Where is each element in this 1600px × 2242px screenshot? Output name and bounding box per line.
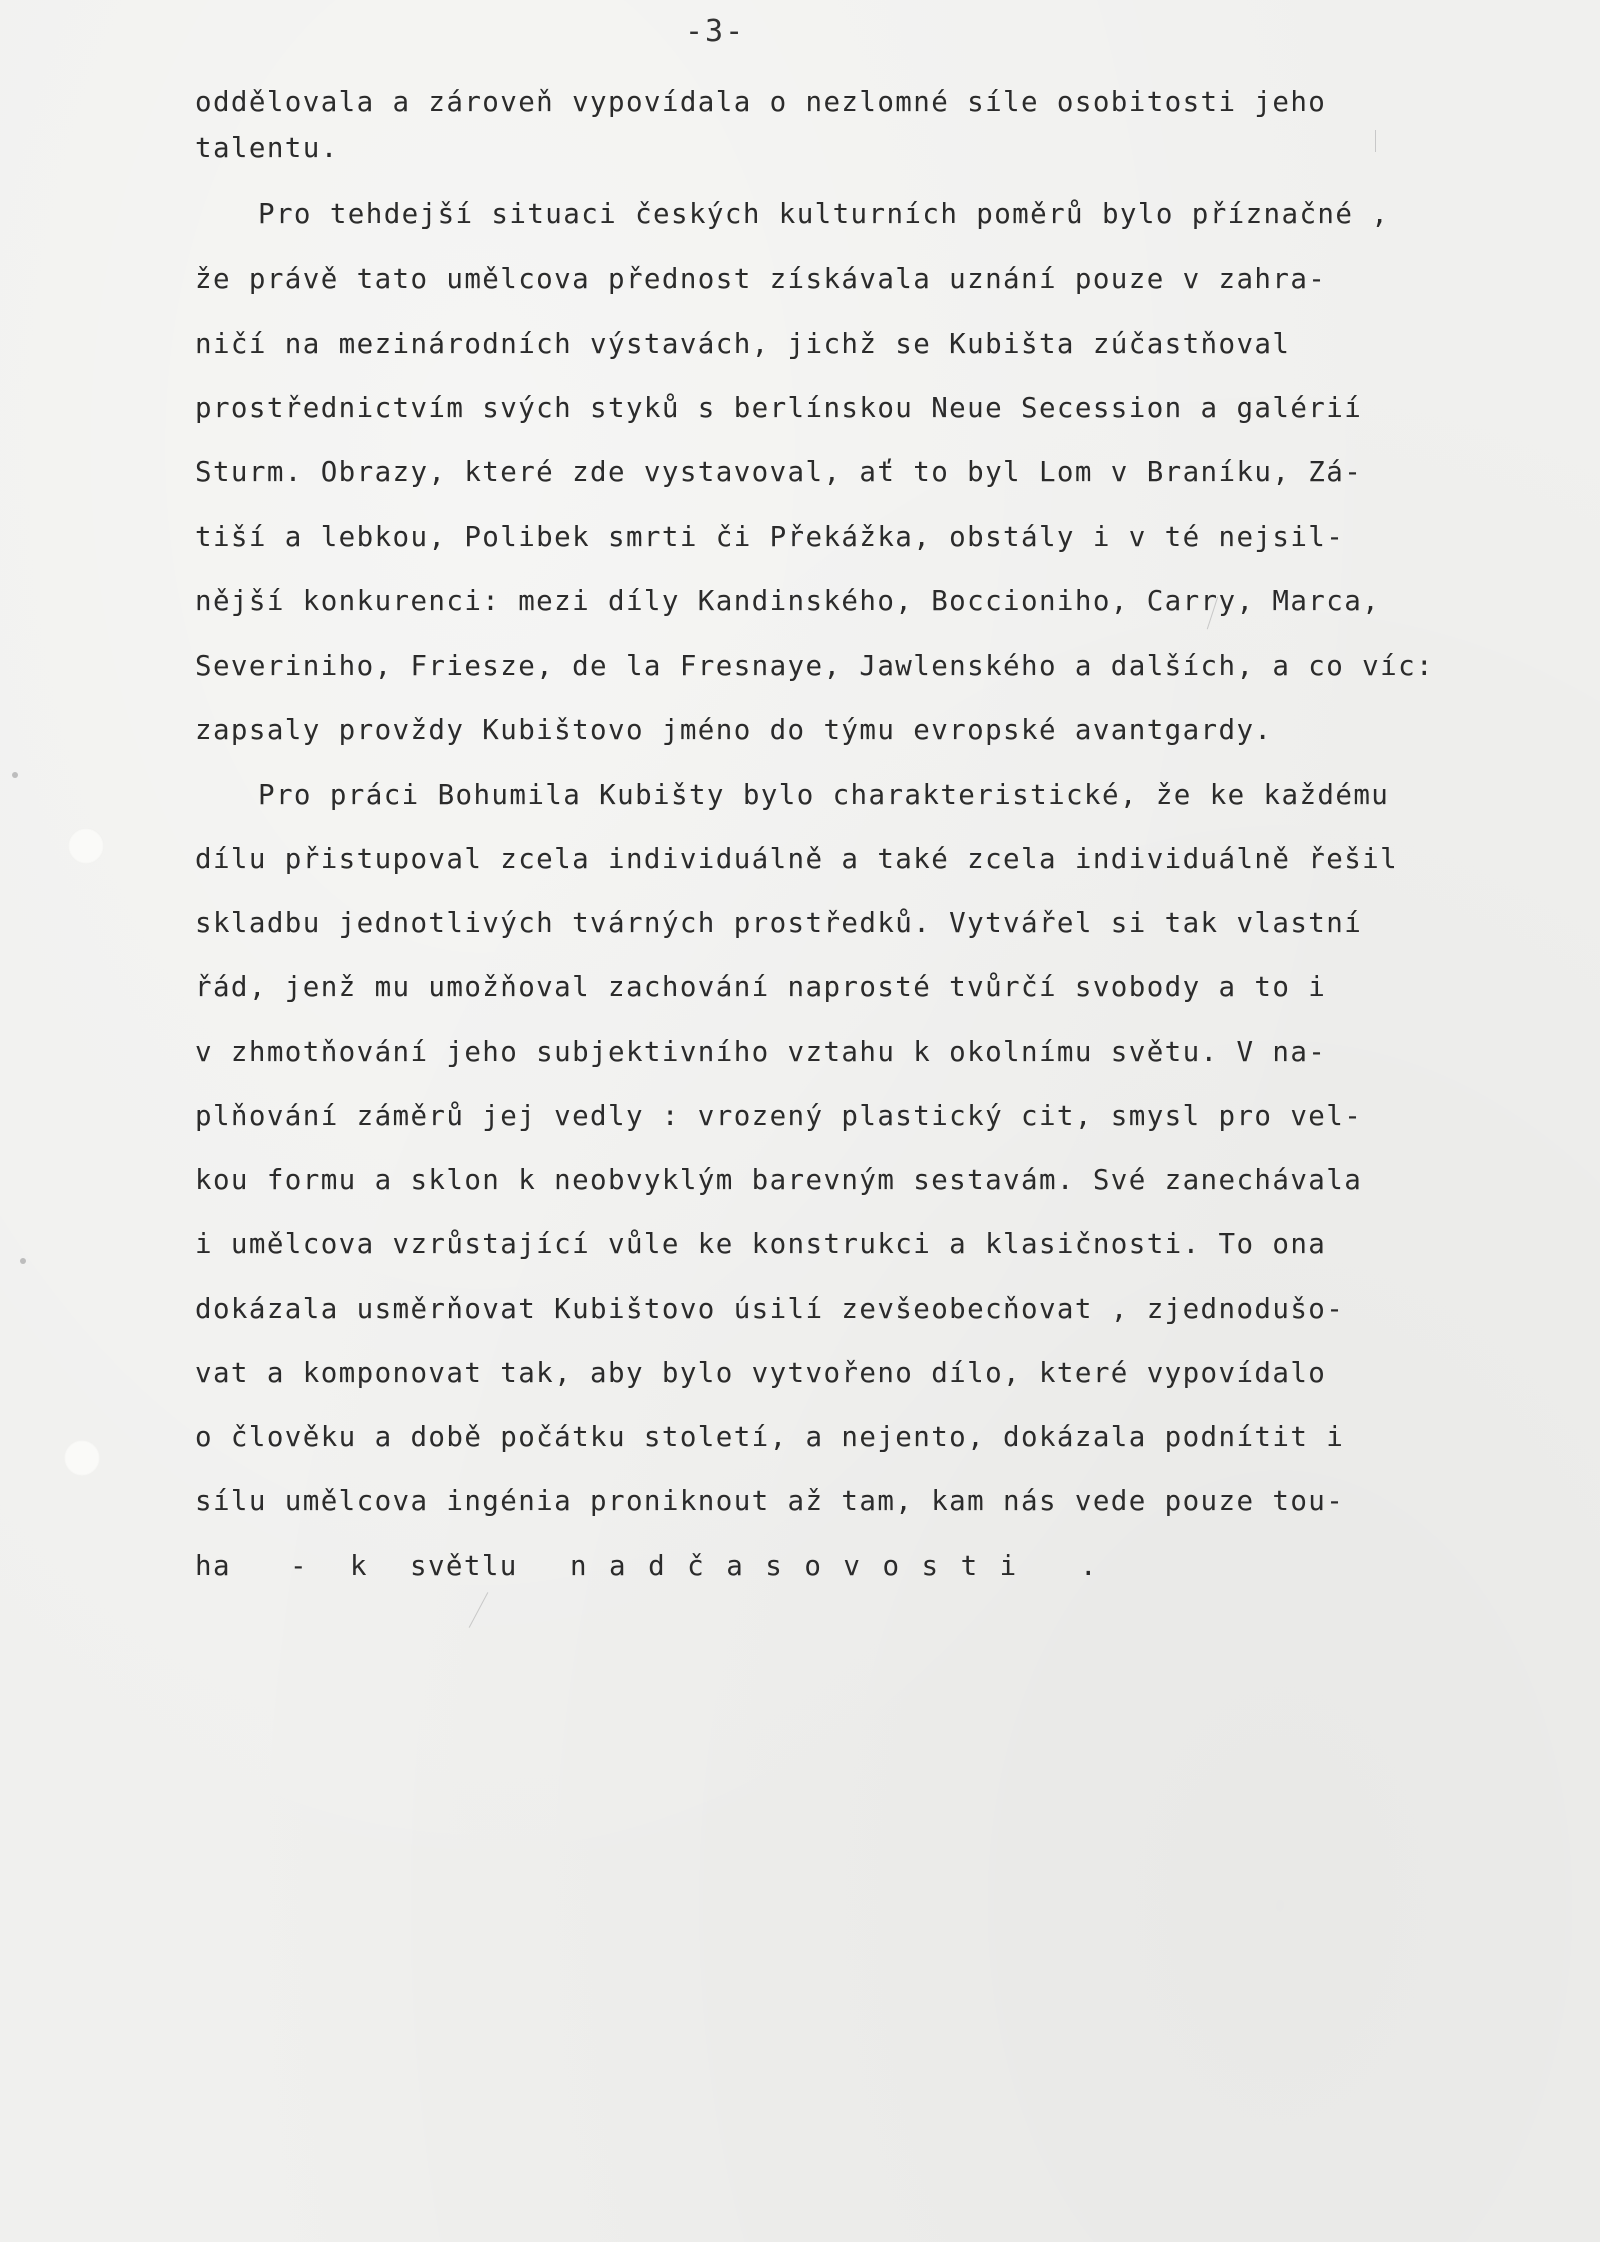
last-line-spaced-word: nadčasovosti xyxy=(570,1550,1039,1582)
last-line-end: . xyxy=(1080,1550,1098,1582)
text-line-3: Pro tehdejší situaci českých kulturních poměrů bylo příznačné , xyxy=(258,198,1390,230)
paper-speck xyxy=(12,772,18,778)
text-line-5: ničí na mezinárodních výstavách, jichž se Kubišta zúčastňoval xyxy=(195,328,1291,360)
text-line-4: že právě tato umělcova přednost získávala uznání pouze v zahra- xyxy=(195,263,1327,295)
text-line-11: zapsaly provždy Kubištovo jméno do týmu evropské avantgardy. xyxy=(195,714,1273,746)
last-line-dash: - xyxy=(290,1550,308,1582)
text-line-14: skladbu jednotlivých tvárných prostředků. Vytvářel si tak vlastní xyxy=(195,907,1363,939)
text-line-15: řád, jenž mu umožňoval zachování naprosté tvůrčí svobody a to i xyxy=(195,971,1327,1003)
text-line-10: Severiniho, Friesze, de la Fresnaye, Jawlenského a dalších, a co víc: xyxy=(195,650,1434,682)
text-line-22: o člověku a době počátku století, a nejento, dokázala podnítit i xyxy=(195,1421,1345,1453)
paper-mark xyxy=(469,1592,489,1628)
text-line-20: dokázala usměrňovat Kubištovo úsilí zevšeobecňovat , zjednodušo- xyxy=(195,1293,1345,1325)
text-line-6: prostřednictvím svých styků s berlínskou Neue Secession a galérií xyxy=(195,392,1363,424)
last-line-word2: světlu xyxy=(410,1550,518,1582)
text-line-13: dílu přistupoval zcela individuálně a také zcela individuálně řešil xyxy=(195,843,1399,875)
text-line-9: nější konkurenci: mezi díly Kandinského, Boccioniho, Carry, Marca, xyxy=(195,585,1381,617)
text-line-1: oddělovala a zároveň vypovídala o nezlomné síle osobitosti jeho xyxy=(195,86,1327,118)
text-line-17: plňování záměrů jej vedly : vrozený plastický cit, smysl pro vel- xyxy=(195,1100,1363,1132)
text-line-16: v zhmotňování jeho subjektivního vztahu k okolnímu světu. V na- xyxy=(195,1036,1327,1068)
text-line-12: Pro práci Bohumila Kubišty bylo charakteristické, že ke každému xyxy=(258,779,1390,811)
paper-speck xyxy=(20,1258,26,1264)
page-number: -3- xyxy=(685,14,746,49)
text-line-19: i umělcova vzrůstající vůle ke konstrukci a klasičnosti. To ona xyxy=(195,1228,1327,1260)
text-line-2: talentu. xyxy=(195,132,339,164)
text-line-7: Sturm. Obrazy, které zde vystavoval, ať to byl Lom v Braníku, Zá- xyxy=(195,456,1363,488)
text-line-23: sílu umělcova ingénia proniknout až tam, kam nás vede pouze tou- xyxy=(195,1485,1345,1517)
last-line-word: k xyxy=(350,1550,368,1582)
text-line-8: tiší a lebkou, Polibek smrti či Překážka, obstály i v té nejsil- xyxy=(195,521,1345,553)
punch-hole-mark xyxy=(64,1440,100,1476)
text-line-18: kou formu a sklon k neobvyklým barevným sestavám. Své zanechávala xyxy=(195,1164,1363,1196)
paper-mark xyxy=(1375,130,1376,152)
text-line-21: vat a komponovat tak, aby bylo vytvořeno dílo, které vypovídalo xyxy=(195,1357,1327,1389)
last-line-start: ha xyxy=(195,1550,231,1582)
punch-hole-mark xyxy=(68,828,104,864)
